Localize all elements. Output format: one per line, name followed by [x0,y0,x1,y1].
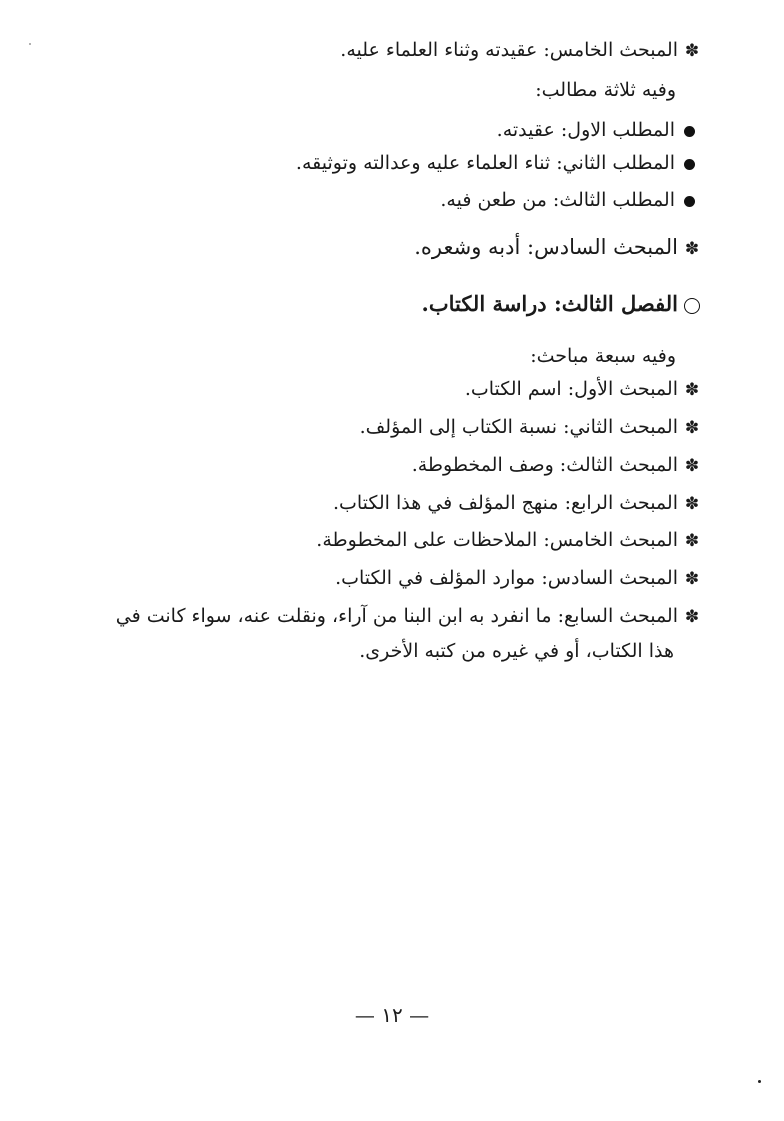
section-subtitle: وفيه ثلاثة مطالب: [535,79,676,101]
list-item [360,413,706,442]
section-heading [340,36,706,65]
list-item-text: المبحث السابع: ما انفرد به ابن البنا من آراء، ونقلت عنه، سواء كانت في [115,605,678,627]
page-number: — ١٢ — [354,1003,430,1027]
list-item-text: المطلب الثالث: من طعن فيه. [440,189,675,211]
list-item [412,451,706,480]
chapter-subtitle: وفيه سبعة مباحث: [530,345,676,367]
list-item [296,149,704,177]
list-item-text: المبحث الخامس: الملاحظات على المخطوطة. [316,529,678,551]
scan-speck [29,43,31,45]
list-item [116,602,706,631]
circle-bullet-icon [684,298,700,314]
list-item-continuation: هذا الكتاب، أو في غيره من كتبه الأخرى. [359,640,674,662]
asterisk-icon: ✽ [684,569,700,589]
asterisk-icon: ✽ [684,380,700,400]
list-item-text: المبحث الرابع: منهج المؤلف في هذا الكتاب. [332,492,678,514]
asterisk-icon: ✽ [684,418,700,438]
asterisk-icon: ✽ [684,494,700,514]
asterisk-icon: ✽ [684,456,700,476]
list-item-text: المطلب الاول: عقيدته. [496,119,675,141]
list-item [316,526,706,555]
section-heading-text: المبحث السادس: أدبه وشعره. [414,235,678,259]
asterisk-icon: ✽ [684,239,700,259]
list-item-text: المبحث السادس: موارد المؤلف في الكتاب. [335,567,678,589]
list-item-text: المطلب الثاني: ثناء العلماء عليه وعدالته وتوثيقه. [295,152,675,174]
bullet-icon [684,196,695,207]
list-item [333,489,706,518]
list-item-text: المبحث الثالث: وصف المخطوطة. [411,454,678,476]
list-item [465,375,706,404]
bullet-icon [684,159,695,170]
scan-speck [758,1080,761,1083]
list-item-text: المبحث الأول: اسم الكتاب. [464,378,678,400]
list-item [335,564,706,593]
chapter-heading [422,290,706,318]
asterisk-icon: ✽ [684,531,700,551]
bullet-icon [684,126,695,137]
section-heading-text: المبحث الخامس: عقيدته وثناء العلماء عليه. [340,39,678,61]
list-item [497,116,704,144]
asterisk-icon: ✽ [684,607,700,627]
list-item [440,186,704,214]
section-heading [414,233,706,263]
asterisk-icon: ✽ [684,41,700,61]
chapter-heading-text: الفصل الثالث: دراسة الكتاب. [421,291,678,316]
list-item-text: المبحث الثاني: نسبة الكتاب إلى المؤلف. [359,416,678,438]
